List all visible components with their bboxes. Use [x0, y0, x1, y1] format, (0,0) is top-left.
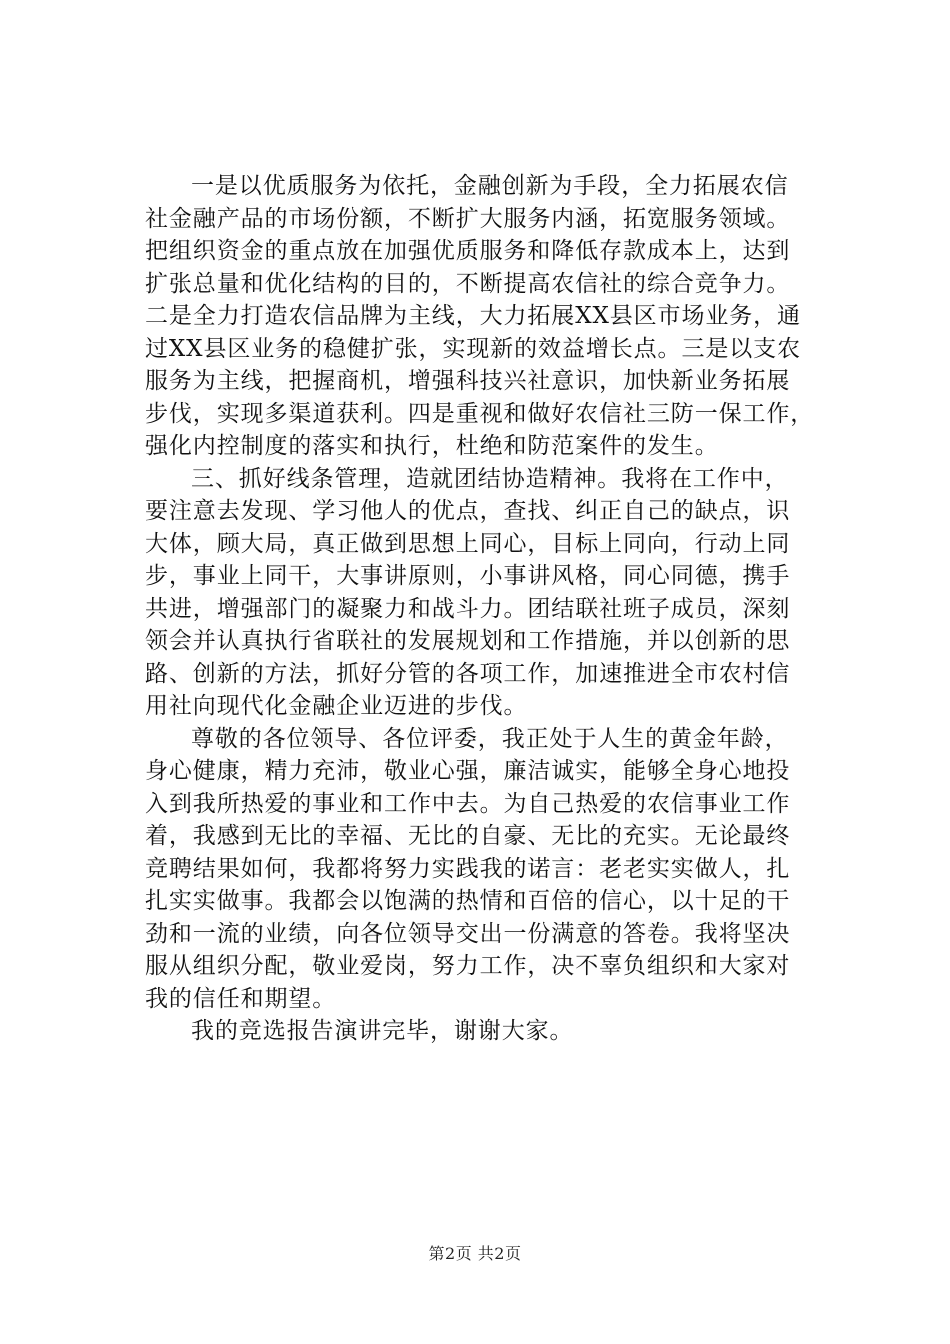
text-line: 步伐，实现多渠道获利。四是重视和做好农信社三防一保工作， — [145, 400, 815, 427]
text-line: 尊敬的各位领导、各位评委，我正处于人生的黄金年龄， — [191, 725, 789, 752]
text-line: 我的竞选报告演讲完毕，谢谢大家。 — [191, 1018, 574, 1044]
text-line: 我的信任和期望。 — [145, 985, 337, 1012]
document-body — [145, 170, 825, 1048]
text-line: 用社向现代化金融企业迈进的步伐。 — [145, 693, 528, 719]
text-line: 强化内控制度的落实和执行，杜绝和防范案件的发生。 — [145, 433, 719, 459]
text-line: 路、创新的方法，抓好分管的各项工作，加速推进全市农村信 — [145, 660, 791, 687]
text-line: 一是以优质服务为依托，金融创新为手段，全力拓展农信 — [191, 173, 789, 199]
text-line: 领会并认真执行省联社的发展规划和工作措施，并以创新的思 — [145, 628, 791, 654]
text-line: 把组织资金的重点放在加强优质服务和降低存款成本上，达到 — [145, 238, 791, 264]
text-line: 着，我感到无比的幸福、无比的自豪、无比的充实。无论最终 — [145, 823, 791, 849]
text-line: 要注意去发现、学习他人的优点，查找、纠正自己的缺点，识 — [145, 498, 791, 524]
text-line: 身心健康，精力充沛，敬业心强，廉洁诚实，能够全身心地投 — [145, 758, 791, 784]
text-line: 大体，顾大局，真正做到思想上同心，目标上同向，行动上同 — [145, 530, 791, 557]
text-line: 三、抓好线条管理，造就团结协造精神。我将在工作中， — [191, 465, 789, 492]
text-line: 劲和一流的业绩，向各位领导交出一份满意的答卷。我将坚决 — [145, 920, 791, 947]
page-footer: 第2页 共2页 — [428, 1244, 522, 1263]
text-line: 过XX县区业务的稳健扩张，实现新的效益增长点。三是以支农 — [145, 335, 801, 362]
text-line: 扩张总量和优化结构的目的，不断提高农信社的综合竞争力。 — [145, 270, 791, 297]
text-line: 二是全力打造农信品牌为主线，大力拓展XX县区市场业务，通 — [145, 303, 801, 329]
text-line: 社金融产品的市场份额，不断扩大服务内涵，拓宽服务领域。 — [145, 205, 791, 232]
text-line: 步，事业上同干，大事讲原则，小事讲风格，同心同德，携手 — [145, 563, 791, 589]
text-line: 扎实实做事。我都会以饱满的热情和百倍的信心，以十足的干 — [145, 888, 791, 914]
text-line: 竞聘结果如何，我都将努力实践我的诺言：老老实实做人，扎 — [145, 855, 791, 882]
text-line: 入到我所热爱的事业和工作中去。为自己热爱的农信事业工作 — [145, 790, 791, 817]
text-line: 服务为主线，把握商机，增强科技兴社意识，加快新业务拓展 — [145, 368, 791, 394]
text-line: 服从组织分配，敬业爱岗，努力工作，决不辜负组织和大家对 — [145, 953, 791, 979]
text-line: 共进，增强部门的凝聚力和战斗力。团结联社班子成员，深刻 — [145, 595, 791, 622]
